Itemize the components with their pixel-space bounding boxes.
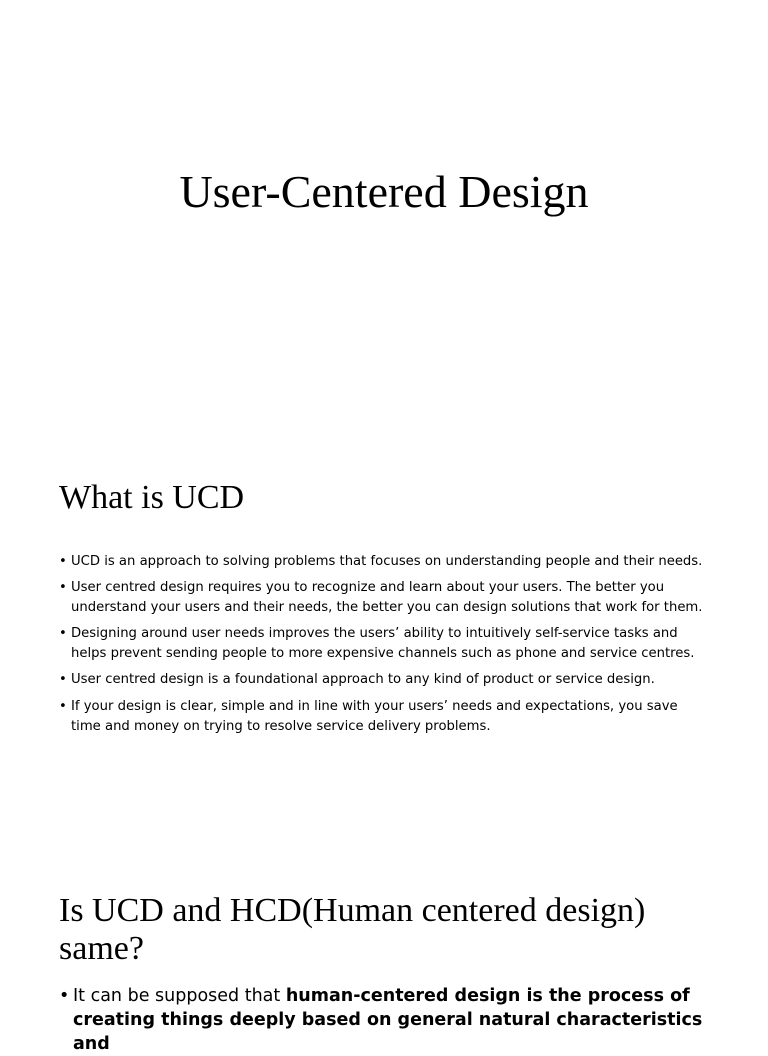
- bullet-text: Designing around user needs improves the users’ ability to intuitively self-service tasks and helps prevent sending people to more expensive channels such as phone and service centres.: [71, 626, 695, 662]
- bullet-text: UCD is an approach to solving problems that focuses on understanding people and their needs.: [71, 554, 703, 569]
- bullet-item: [59, 578, 709, 618]
- bullet-icon: •: [59, 986, 70, 1006]
- bullet-icon: •: [59, 554, 67, 569]
- bullet-list: [59, 984, 709, 1056]
- bullet-bold-text: human-centered design is the process of creating things deeply based on general natural characteristics and: [73, 986, 703, 1054]
- slide-heading: Is UCD and HCD(Human centered design) same?: [59, 892, 646, 967]
- title-slide: [0, 0, 768, 432]
- bullet-item: [59, 670, 709, 690]
- bullet-item: [59, 697, 709, 737]
- bullet-item: [59, 984, 709, 1056]
- bullet-text: If your design is clear, simple and in line with your users’ needs and expectations, you save time and money on trying to resolve service delivery problems.: [71, 698, 678, 734]
- bullet-list: [59, 552, 709, 743]
- bullet-text: User centred design requires you to recognize and learn about your users. The better you understand your users and their needs, the better you can design solutions that work for them.: [71, 580, 703, 616]
- bullet-item: [59, 552, 709, 572]
- bullet-item: [59, 624, 709, 664]
- what-is-ucd-slide: [0, 432, 768, 864]
- slide-title: User-Centered Design: [179, 166, 589, 217]
- bullet-text: User centred design is a foundational approach to any kind of product or service design.: [71, 672, 655, 688]
- bullet-icon: •: [59, 698, 67, 714]
- slide-heading: What is UCD: [59, 479, 245, 516]
- bullet-icon: •: [59, 672, 67, 688]
- bullet-icon: •: [59, 626, 67, 642]
- bullet-icon: •: [59, 580, 67, 596]
- ucd-vs-hcd-slide: [0, 864, 768, 1054]
- bullet-text: It can be supposed that: [73, 986, 286, 1006]
